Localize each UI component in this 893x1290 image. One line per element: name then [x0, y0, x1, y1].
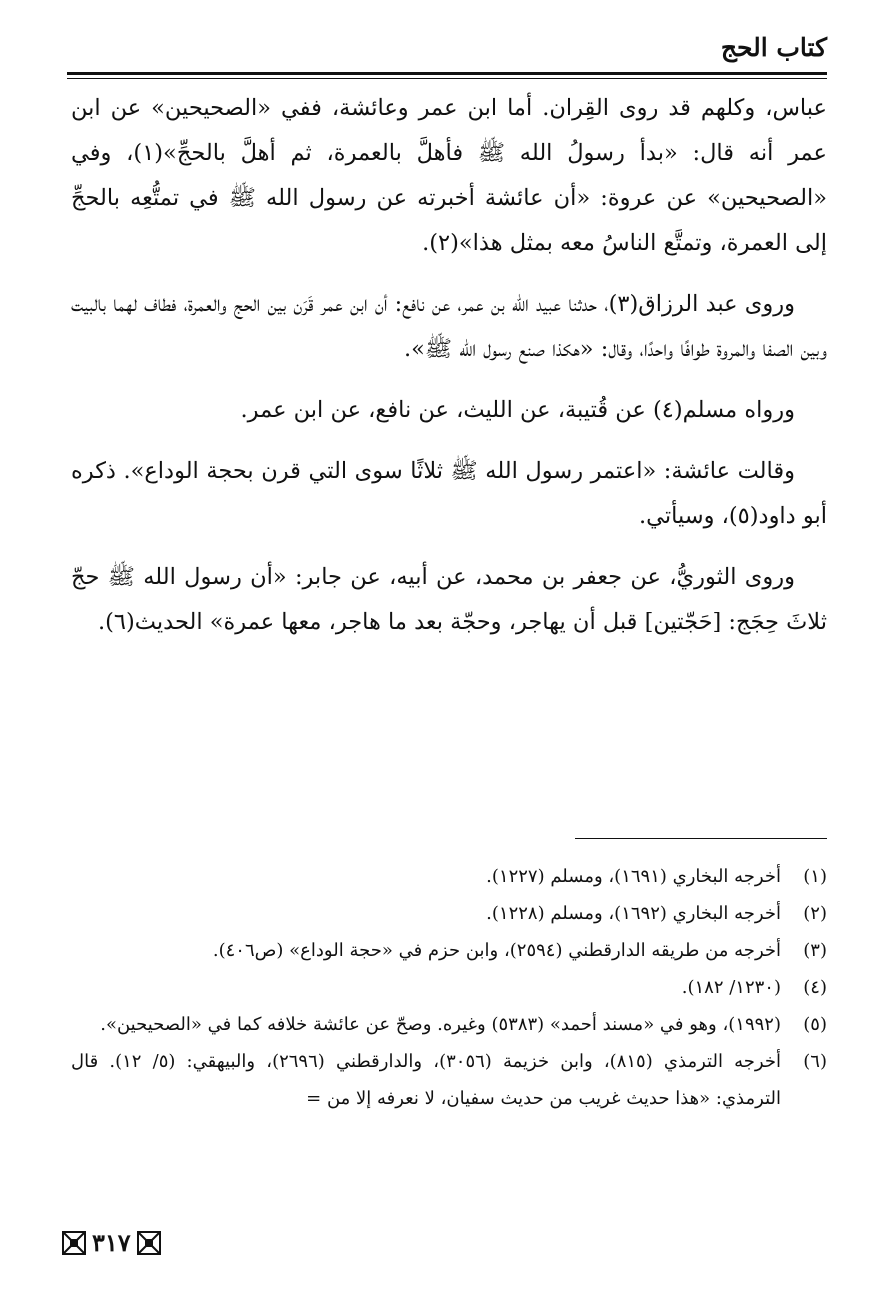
chapter-title: كتاب الحج — [720, 33, 827, 62]
page-number-text: ٣١٧ — [92, 1228, 131, 1257]
footnote — [71, 1006, 827, 1043]
paragraph: ورواه مسلم(٤) عن قُتيبة، عن الليث، عن نافع، عن ابن عمر. — [240, 397, 795, 423]
paragraph: وروى الثوريُّ، عن جعفر بن محمد، عن أبيه، عن جابر: «أن رسول الله ﷺ حجّ ثلاثَ حِجَج: [حَجّتين] قبل أن يهاجر، وحجّة بعد ما هاجر، معها عمرة» الحديث(٦). — [71, 564, 827, 635]
footnotes — [71, 858, 827, 1117]
footnote-text: (١٩٩٢)، وهو في «مسند أحمد» (٥٣٨٣) وغيره. وصحّ عن عائشة خلافه كما في «الصحيحين». — [100, 1014, 781, 1035]
footnote — [71, 969, 827, 1006]
paragraph: عباس، وكلهم قد روى القِران. أما ابن عمر وعائشة، ففي «الصحيحين» عن ابن عمر أنه قال: «بدأ رسولُ الله ﷺ فأهلَّ بالعمرة، ثم أهلَّ بالحجِّ»(١)، وفي «الصحيحين» عن عروة: «أن عائشة أخبرته عن رسول الله ﷺ في تمتُّعِه بالحجِّ إلى العمرة، وتمتَّع الناسُ معه بمثل هذا»(٢). — [71, 95, 827, 256]
footnote-number: (٥) — [803, 1014, 827, 1035]
header-rule-thin — [67, 78, 827, 79]
footnote-text: أخرجه البخاري (١٦٩٢)، ومسلم (١٢٢٨). — [486, 903, 781, 924]
page-number — [62, 1226, 161, 1260]
footnote-text: أخرجه من طريقه الدارقطني (٢٥٩٤)، وابن حزم في «حجة الوداع» (ص٤٠٦). — [212, 940, 781, 961]
main-text — [71, 86, 827, 661]
ornament-left-icon — [62, 1231, 86, 1255]
footnote-number: (٢) — [803, 903, 827, 924]
ornament-right-icon — [137, 1231, 161, 1255]
footnote-number: (١) — [803, 866, 827, 887]
footnote — [71, 895, 827, 932]
paragraph: وقالت عائشة: «اعتمر رسول الله ﷺ ثلاثًا سوى التي قرن بحجة الوداع». ذكره أبو داود(٥)، وسيأتي. — [71, 458, 827, 529]
footnote-number: (٦) — [803, 1051, 827, 1072]
footnote-text: أخرجه البخاري (١٦٩١)، ومسلم (١٢٢٧). — [486, 866, 781, 887]
footnote-number: (٤) — [803, 977, 827, 998]
header-rule — [67, 72, 827, 75]
running-header — [67, 28, 827, 70]
footnote-text: (١٢٣٠/ ١٨٢). — [681, 977, 781, 998]
footnote — [71, 858, 827, 895]
paragraph: وروى عبد الرزاق(٣)، حدثنا عبيد الله بن عمر، عن نافع: أن ابن عمر قَرَن بين الحج والعمرة، فطاف لهما بالبيت وبين الصفا والمروة طوافًا واحدًا، وقال: «هكذا صنع رسول الله ﷺ». — [71, 291, 827, 362]
footnote — [71, 932, 827, 969]
footnote-separator — [575, 838, 827, 839]
footnote — [71, 1043, 827, 1117]
footnote-text: أخرجه الترمذي (٨١٥)، وابن خزيمة (٣٠٥٦)، والدارقطني (٢٦٩٦)، والبيهقي: (٥/ ١٢). قال الترمذي: «هذا حديث غريب من حديث سفيان، لا نعرفه إلا من = — [71, 1051, 781, 1109]
footnote-number: (٣) — [803, 940, 827, 961]
